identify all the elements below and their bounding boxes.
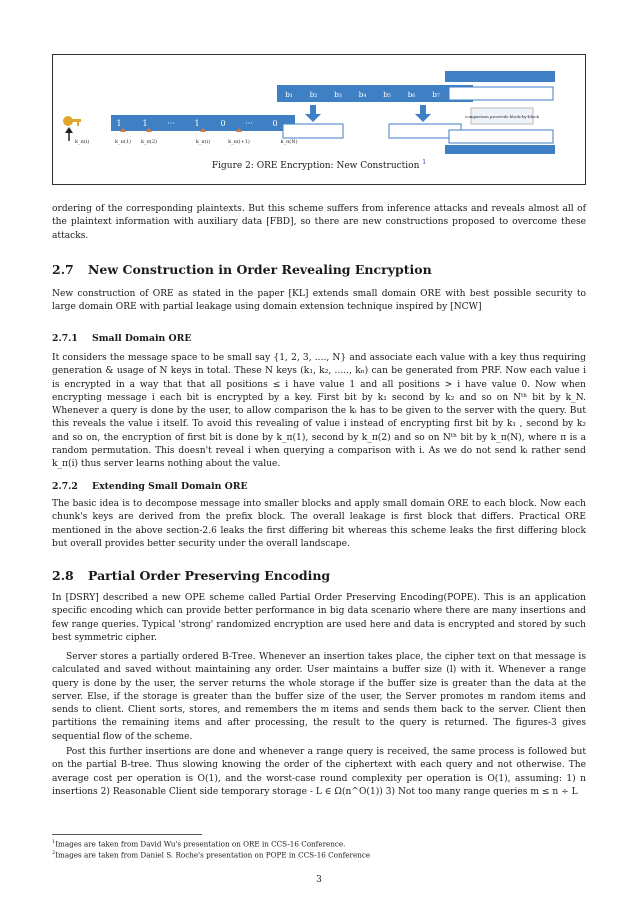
page-number: 3 <box>316 875 322 885</box>
key-label: k_π(i+1) <box>228 139 250 145</box>
block-label: b₃ <box>334 90 342 99</box>
section-heading <box>52 262 432 277</box>
footnote-text: Images are taken from Daniel S. Roche's presentation on POPE in CCS-16 Conference <box>55 850 371 860</box>
bit-value: 0 <box>220 119 226 128</box>
bit-value: ··· <box>245 119 253 128</box>
bit-value: 1 <box>142 119 148 128</box>
block-label: b₇ <box>432 90 440 99</box>
section-number: 2.8 <box>52 568 74 583</box>
ciphertext-box <box>449 130 553 143</box>
section-heading <box>52 568 330 583</box>
footnote-text: Images are taken from David Wu's presentation on ORE in CCS-16 Conference. <box>55 839 346 849</box>
ciphertext-box <box>283 124 343 138</box>
block-row <box>445 145 555 154</box>
section-title: New Construction in Order Revealing Encryption <box>88 262 432 277</box>
paragraph: The basic idea is to decompose message into smaller blocks and apply small domain ORE to each block. Now each chunk's keys are derived from the prefix block. The overall leakage is first block that differs. Practical ORE mentioned in the above section-2.6 leaks the first differing bit whereas this scheme leaks the first differing block but overall provides better security under the overall landscape. <box>52 499 586 549</box>
comparison-text: comparison proceeds block-by-block <box>465 114 539 119</box>
bit-value: 1 <box>116 119 122 128</box>
block-label: b₆ <box>407 90 416 99</box>
key-label: k_π(i) <box>195 139 211 145</box>
subsection-heading <box>52 481 248 492</box>
up-arrow-icon <box>65 127 73 141</box>
paragraph: In [DSRY] described a new OPE scheme called Partial Order Preserving Encoding(POPE). This is an application specific encoding which can provide better performance in big data scenario where there are many insertions and few range queries. Typical 'strong' randomized encryption are used here and data is encrypted and stored by such best symmetric cipher. <box>52 593 586 643</box>
footnote-mark: 2 <box>52 850 56 856</box>
key-label: k_π(1) <box>115 139 131 145</box>
ciphertext-box <box>449 87 553 100</box>
paragraph: Server stores a partially ordered B-Tree. Whenever an insertion takes place, the cipher text on that message is calculated and saved without maintaining any order. User maintains a buffer size (l) with it. Whenever a range query is done by the user, the server returns the whole storage if the buffer size is greater than the data at the server. Else, if the storage is greater than the buffer size of the user, the Server promotes m random items and sends to client. Client sorts, stores, and remembers the m items and sends them back to the server. Client then partitions the remaining items and after processing, the result to the query is returned. The figures-3 gives sequential flow of the scheme. <box>52 652 586 742</box>
subsection-number: 2.7.1 <box>52 333 78 344</box>
key-icon <box>63 116 81 126</box>
block-label: b₄ <box>358 90 367 99</box>
subsection-number: 2.7.2 <box>52 481 78 492</box>
block-label: b₂ <box>309 90 318 99</box>
block-label: b₅ <box>383 90 391 99</box>
block-row <box>445 71 555 82</box>
bit-value: ··· <box>167 119 175 128</box>
paragraph: Post this further insertions are done and whenever a range query is received, the same process is followed but on the partial B-tree. Thus slowing knowing the order of the ciphertext with each query and not otherwise. The average cost per operation is O(1), and the worst-case round complexity per operation is O(1), assuming: 1) n insertions 2) Reasonable Client side temporary storage - L ∈ Ω(n^O(1)) 3) Not too many range queries m ≤ n ÷ L <box>52 747 586 797</box>
paragraph: It considers the message space to be small say {1, 2, 3, ...., N} and associate each value with a key thus requiring generation & usage of N keys in total. These N keys (k₁, k₂, ....., kₙ) can be generated from PRF. Now each value i is encrypted in a way that that all positions ≤ i have value 1 and all positions > i have value 0. Now when encrypting message i each bit is encrypted by a key. First bit by k₁ second by k₂ and so on Nᵗʰ bit by k_N. Whenever a query is done by the user, to allow comparison the kᵢ has to be given to the server with the query. But this reveals the value i itself. To avoid this revealing of value i instead of encrypting first bit by k₁ , second by k₂ and so on, the encryption of first bit is done by k_π(1), second by k_π(2) and so on Nᵗʰ bit by k_π(N), where π is a random permutation. This doesn't reveal i when querying a comparison with i. As we do not send kᵢ rather send k_π(i) thus server learns nothing about the value. <box>52 353 586 470</box>
paragraph: New construction of ORE as stated in the paper [KL] extends small domain ORE with best possible security to large domain ORE with partial leakage using domain extension technique inspired by [NCW] <box>52 289 586 313</box>
block-label: b₁ <box>285 90 293 99</box>
down-arrow-icon <box>305 105 321 122</box>
bit-value: 0 <box>272 119 278 128</box>
footnote-mark: 1 <box>52 839 56 845</box>
bit-value: 1 <box>194 119 200 128</box>
key-label: k_π(2) <box>141 139 157 145</box>
footnote <box>52 838 586 849</box>
section-number: 2.7 <box>52 262 74 277</box>
paragraph: ordering of the corresponding plaintexts. But this scheme suffers from inference attacks and reveals almost all of the plaintext information with auxiliary data [FBD], so there are new constructions proposed to overcome these attacks. <box>52 204 586 241</box>
figure-2 <box>52 54 586 185</box>
section-title: Partial Order Preserving Encoding <box>88 568 331 583</box>
block-row <box>277 85 473 102</box>
subsection-title: Extending Small Domain ORE <box>92 481 248 492</box>
down-arrow-icon <box>415 105 431 122</box>
footnote-ref[interactable]: 1 <box>422 159 427 166</box>
key-label: k_π(N) <box>280 139 298 145</box>
subsection-title: Small Domain ORE <box>92 333 192 344</box>
key-label: k_π(i) <box>75 139 90 145</box>
footnote-rule <box>52 834 202 835</box>
subsection-heading <box>52 333 191 344</box>
figure-caption: Figure 2: ORE Encryption: New Construction $^1$ <box>211 159 427 171</box>
footnote <box>52 849 586 860</box>
